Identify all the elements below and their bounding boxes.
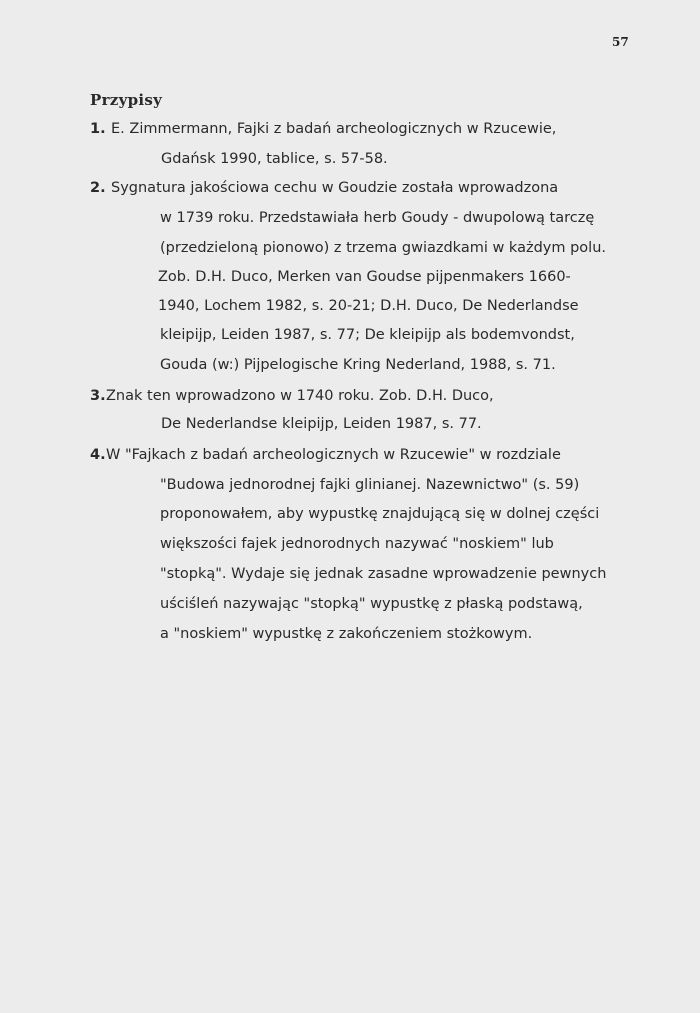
footnotes-heading: Przypisy <box>90 91 163 109</box>
note-line: Sygnatura jakościowa cechu w Goudzie została wprowadzona <box>111 180 559 196</box>
note-line: (przedzieloną pionowo) z trzema gwiazdkami w każdym polu. <box>160 240 606 256</box>
note-line: De Nederlandse kleipijp, Leiden 1987, s. 77. <box>161 416 482 432</box>
note-line: uściśleń nazywając "stopką" wypustkę z płaską podstawą, <box>160 596 583 612</box>
note-line: 1940, Lochem 1982, s. 20-21; D.H. Duco, De Nederlandse <box>158 298 579 314</box>
note-line: Znak ten wprowadzono w 1740 roku. Zob. D.H. Duco, <box>106 388 494 404</box>
note-line: kleipijp, Leiden 1987, s. 77; De kleipijp als bodemvondst, <box>160 327 575 343</box>
note-line: Gdańsk 1990, tablice, s. 57-58. <box>161 151 388 167</box>
note-line: W "Fajkach z badań archeologicznych w Rzucewie" w rozdziale <box>106 447 561 463</box>
note-line: Gouda (w:) Pijpelogische Kring Nederland, 1988, s. 71. <box>160 357 556 373</box>
note-line: E. Zimmermann, Fajki z badań archeologicznych w Rzucewie, <box>111 121 557 137</box>
note-line: proponowałem, aby wypustkę znajdującą się w dolnej części <box>160 506 600 522</box>
note-line: w 1739 roku. Przedstawiała herb Goudy - dwupolową tarczę <box>160 210 595 226</box>
note-line: a "noskiem" wypustkę z zakończeniem stożkowym. <box>160 626 533 642</box>
note-line: "Budowa jednorodnej fajki glinianej. Nazewnictwo" (s. 59) <box>160 477 580 493</box>
note-line: "stopką". Wydaje się jednak zasadne wprowadzenie pewnych <box>160 566 607 582</box>
note-number: 3. <box>90 388 106 404</box>
note-line: Zob. D.H. Duco, Merken van Goudse pijpenmakers 1660- <box>158 269 571 285</box>
page-number: 57 <box>612 35 629 49</box>
note-number: 1. <box>90 121 106 137</box>
note-number: 2. <box>90 180 106 196</box>
note-number: 4. <box>90 447 106 463</box>
note-line: większości fajek jednorodnych nazywać "noskiem" lub <box>160 536 554 552</box>
